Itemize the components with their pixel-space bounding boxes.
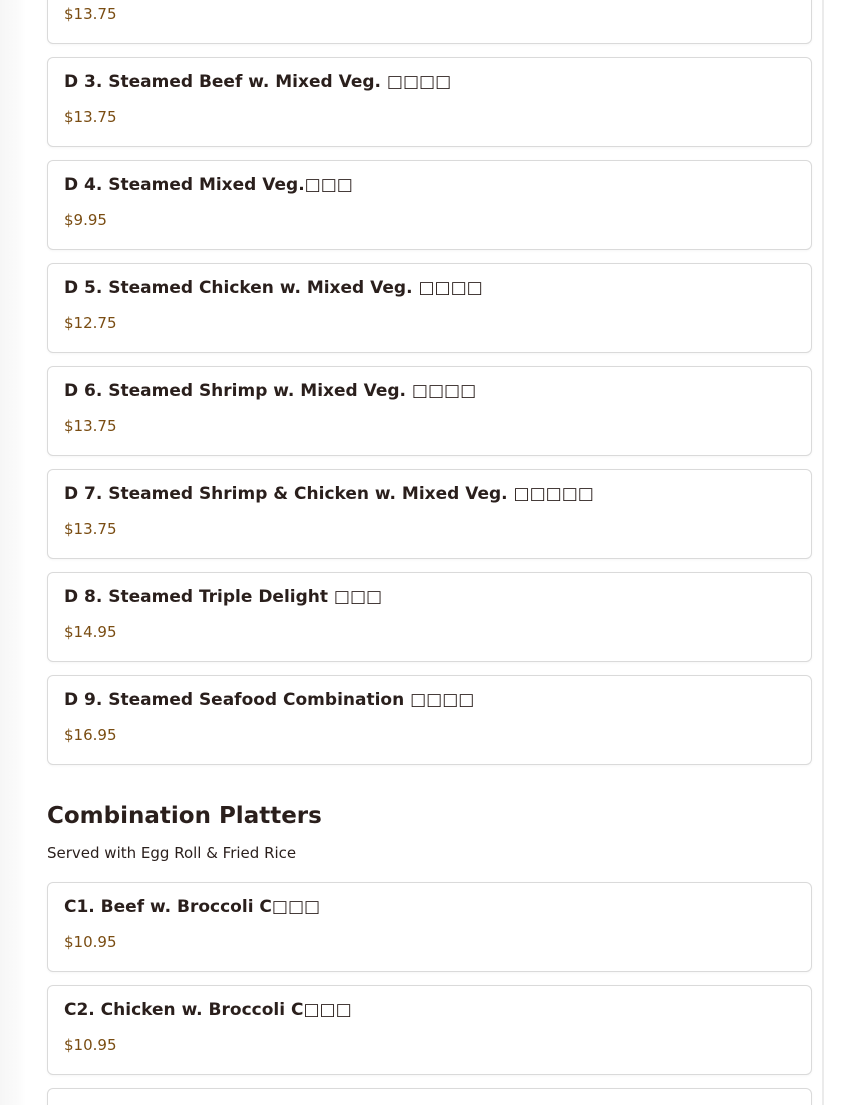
menu-item-card[interactable] <box>47 1088 812 1105</box>
section-title: Combination Platters <box>47 803 322 829</box>
menu-item-card[interactable] <box>47 57 812 147</box>
menu-item-name: D 7. Steamed Shrimp & Chicken w. Mixed Veg. □□□□□ <box>64 484 594 504</box>
menu-item-card[interactable] <box>47 882 812 972</box>
section-subtitle: Served with Egg Roll & Fried Rice <box>47 844 297 862</box>
menu-item-name: D 4. Steamed Mixed Veg.□□□ <box>64 175 353 195</box>
menu-item-name: D 9. Steamed Seafood Combination □□□□ <box>64 690 475 710</box>
menu-item-card[interactable] <box>47 366 812 456</box>
menu-item-price: $13.75 <box>64 5 117 23</box>
menu-item-card[interactable] <box>47 263 812 353</box>
menu-item-name: D 8. Steamed Triple Delight □□□ <box>64 587 383 607</box>
menu-item-card[interactable] <box>47 160 812 250</box>
menu-item-name: C1. Beef w. Broccoli C□□□ <box>64 897 321 917</box>
right-divider <box>822 0 824 1105</box>
menu-item-price: $10.95 <box>64 1036 117 1054</box>
menu-item-card[interactable] <box>47 675 812 765</box>
left-margin-shade <box>0 0 26 1105</box>
menu-item-card[interactable] <box>47 0 812 44</box>
menu-item-card[interactable] <box>47 469 812 559</box>
menu-item-price: $14.95 <box>64 623 117 641</box>
menu-item-price: $12.75 <box>64 314 117 332</box>
menu-item-name: D 6. Steamed Shrimp w. Mixed Veg. □□□□ <box>64 381 477 401</box>
menu-item-price: $9.95 <box>64 211 107 229</box>
menu-item-price: $10.95 <box>64 933 117 951</box>
menu-item-name: C2. Chicken w. Broccoli C□□□ <box>64 1000 352 1020</box>
menu-item-price: $13.75 <box>64 417 117 435</box>
menu-item-name: D 5. Steamed Chicken w. Mixed Veg. □□□□ <box>64 278 483 298</box>
menu-item-name: D 3. Steamed Beef w. Mixed Veg. □□□□ <box>64 72 452 92</box>
menu-item-price: $16.95 <box>64 726 117 744</box>
menu-item-card[interactable] <box>47 572 812 662</box>
menu-item-card[interactable] <box>47 985 812 1075</box>
menu-item-price: $13.75 <box>64 520 117 538</box>
menu-item-price: $13.75 <box>64 108 117 126</box>
